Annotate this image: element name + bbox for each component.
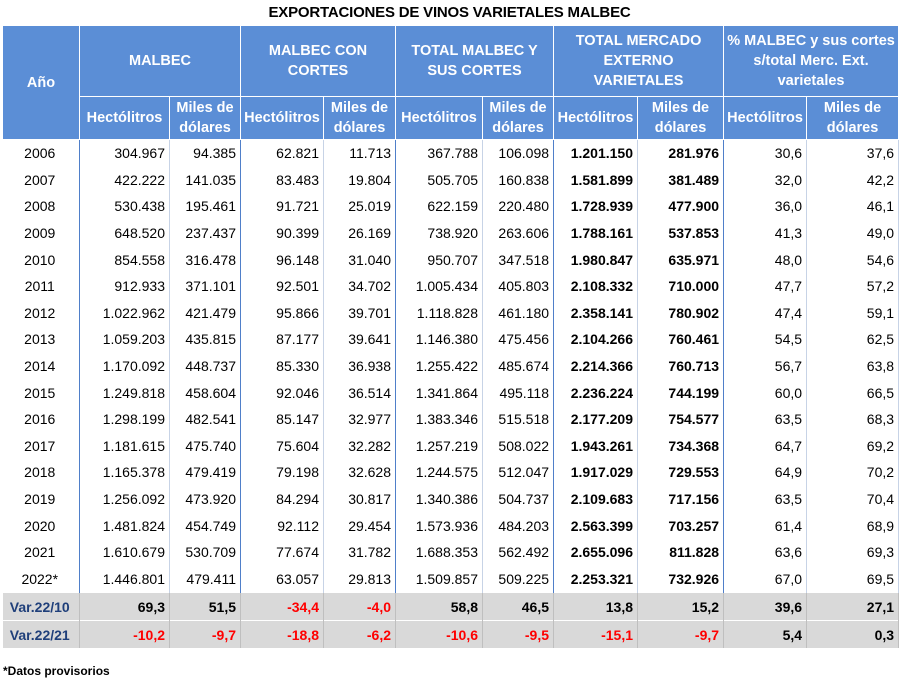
- value-cell: 754.577: [638, 406, 724, 433]
- value-cell: 92.112: [241, 512, 324, 539]
- subheader-miles-dolares: Miles de dólares: [807, 97, 899, 140]
- variation-row: [3, 593, 899, 621]
- value-cell: 85.147: [241, 406, 324, 433]
- value-cell: 30,6: [724, 140, 807, 167]
- value-cell: 31.040: [324, 246, 396, 273]
- value-cell: 1.255.422: [396, 353, 483, 380]
- year-cell: 2019: [3, 486, 80, 513]
- value-cell: 729.553: [638, 459, 724, 486]
- value-cell: 1.340.386: [396, 486, 483, 513]
- footnote: *Datos provisorios: [3, 664, 110, 678]
- variation-cell: 27,1: [807, 593, 899, 621]
- value-cell: 2.655.096: [554, 539, 638, 566]
- variation-cell: -10,6: [396, 621, 483, 649]
- value-cell: 477.900: [638, 193, 724, 220]
- value-cell: 79.198: [241, 459, 324, 486]
- value-cell: 1.249.818: [80, 379, 170, 406]
- variation-cell: 0,3: [807, 621, 899, 649]
- value-cell: 760.461: [638, 326, 724, 353]
- value-cell: 84.294: [241, 486, 324, 513]
- variation-cell: -10,2: [80, 621, 170, 649]
- value-cell: 2.177.209: [554, 406, 638, 433]
- value-cell: 37,6: [807, 140, 899, 167]
- value-cell: 54,5: [724, 326, 807, 353]
- value-cell: 448.737: [170, 353, 241, 380]
- year-header: Año: [3, 26, 80, 140]
- value-cell: 11.713: [324, 140, 396, 167]
- value-cell: 2.358.141: [554, 300, 638, 327]
- table-row: [3, 326, 899, 353]
- table-row: [3, 512, 899, 539]
- value-cell: 435.815: [170, 326, 241, 353]
- variation-cell: -4,0: [324, 593, 396, 621]
- value-cell: 94.385: [170, 140, 241, 167]
- value-cell: 304.967: [80, 140, 170, 167]
- table-row: [3, 193, 899, 220]
- table-title: EXPORTACIONES DE VINOS VARIETALES MALBEC: [268, 4, 631, 21]
- value-cell: 744.199: [638, 379, 724, 406]
- group-header-total-mercado: TOTAL MERCADO EXTERNO VARIETALES: [554, 26, 724, 97]
- value-cell: 2.109.683: [554, 486, 638, 513]
- value-cell: 854.558: [80, 246, 170, 273]
- value-cell: 484.203: [483, 512, 554, 539]
- variation-cell: 58,8: [396, 593, 483, 621]
- variation-label: Var.22/10: [3, 593, 80, 621]
- value-cell: 195.461: [170, 193, 241, 220]
- value-cell: 1.298.199: [80, 406, 170, 433]
- group-header-malbec-con-cortes: MALBEC CON CORTES: [241, 26, 396, 97]
- value-cell: 2.104.266: [554, 326, 638, 353]
- value-cell: 316.478: [170, 246, 241, 273]
- value-cell: 34.702: [324, 273, 396, 300]
- value-cell: 63.057: [241, 566, 324, 593]
- value-cell: 512.047: [483, 459, 554, 486]
- variation-label: Var.22/21: [3, 621, 80, 649]
- value-cell: 263.606: [483, 220, 554, 247]
- value-cell: 1.146.380: [396, 326, 483, 353]
- subheader-miles-dolares: Miles de dólares: [638, 97, 724, 140]
- table-row: [3, 379, 899, 406]
- value-cell: 458.604: [170, 379, 241, 406]
- value-cell: 1.170.092: [80, 353, 170, 380]
- value-cell: 2.563.399: [554, 512, 638, 539]
- value-cell: 950.707: [396, 246, 483, 273]
- value-cell: 68,9: [807, 512, 899, 539]
- value-cell: 19.804: [324, 167, 396, 194]
- value-cell: 1.573.936: [396, 512, 483, 539]
- group-header-malbec: MALBEC: [80, 26, 241, 97]
- value-cell: 479.411: [170, 566, 241, 593]
- value-cell: 562.492: [483, 539, 554, 566]
- value-cell: 508.022: [483, 433, 554, 460]
- value-cell: 485.674: [483, 353, 554, 380]
- value-cell: 62.821: [241, 140, 324, 167]
- value-cell: 59,1: [807, 300, 899, 327]
- value-cell: 495.118: [483, 379, 554, 406]
- year-cell: 2007: [3, 167, 80, 194]
- value-cell: 25.019: [324, 193, 396, 220]
- value-cell: 2.236.224: [554, 379, 638, 406]
- year-cell: 2006: [3, 140, 80, 167]
- value-cell: 371.101: [170, 273, 241, 300]
- year-cell: 2022*: [3, 566, 80, 593]
- year-cell: 2020: [3, 512, 80, 539]
- value-cell: 32.628: [324, 459, 396, 486]
- value-cell: 504.737: [483, 486, 554, 513]
- value-cell: 70,4: [807, 486, 899, 513]
- value-cell: 46,1: [807, 193, 899, 220]
- subheader-hectolitros: Hectólitros: [241, 97, 324, 140]
- table-row: [3, 167, 899, 194]
- value-cell: 62,5: [807, 326, 899, 353]
- table-row: [3, 459, 899, 486]
- value-cell: 54,6: [807, 246, 899, 273]
- year-cell: 2012: [3, 300, 80, 327]
- subheader-miles-dolares: Miles de dólares: [324, 97, 396, 140]
- table-row: [3, 246, 899, 273]
- value-cell: 703.257: [638, 512, 724, 539]
- group-header-percent: % MALBEC y sus cortes s/total Merc. Ext. varietales: [724, 26, 899, 97]
- value-cell: 26.169: [324, 220, 396, 247]
- value-cell: 92.046: [241, 379, 324, 406]
- value-cell: 461.180: [483, 300, 554, 327]
- value-cell: 1.788.161: [554, 220, 638, 247]
- group-header-total-malbec: TOTAL MALBEC Y SUS CORTES: [396, 26, 554, 97]
- value-cell: 1.201.150: [554, 140, 638, 167]
- value-cell: 1.165.378: [80, 459, 170, 486]
- value-cell: 717.156: [638, 486, 724, 513]
- value-cell: 85.330: [241, 353, 324, 380]
- table-row: [3, 566, 899, 593]
- value-cell: 734.368: [638, 433, 724, 460]
- variation-cell: 69,3: [80, 593, 170, 621]
- value-cell: 811.828: [638, 539, 724, 566]
- variation-cell: 15,2: [638, 593, 724, 621]
- value-cell: 29.813: [324, 566, 396, 593]
- table-row: [3, 433, 899, 460]
- value-cell: 1.022.962: [80, 300, 170, 327]
- value-cell: 75.604: [241, 433, 324, 460]
- value-cell: 47,7: [724, 273, 807, 300]
- value-cell: 1.581.899: [554, 167, 638, 194]
- year-cell: 2015: [3, 379, 80, 406]
- value-cell: 421.479: [170, 300, 241, 327]
- value-cell: 381.489: [638, 167, 724, 194]
- value-cell: 2.214.366: [554, 353, 638, 380]
- year-cell: 2014: [3, 353, 80, 380]
- value-cell: 1.610.679: [80, 539, 170, 566]
- subheader-hectolitros: Hectólitros: [554, 97, 638, 140]
- value-cell: 1.509.857: [396, 566, 483, 593]
- value-cell: 537.853: [638, 220, 724, 247]
- malbec-exports-table: [2, 25, 899, 648]
- value-cell: 281.976: [638, 140, 724, 167]
- value-cell: 61,4: [724, 512, 807, 539]
- value-cell: 482.541: [170, 406, 241, 433]
- value-cell: 95.866: [241, 300, 324, 327]
- value-cell: 1.917.029: [554, 459, 638, 486]
- value-cell: 92.501: [241, 273, 324, 300]
- value-cell: 32,0: [724, 167, 807, 194]
- year-cell: 2018: [3, 459, 80, 486]
- value-cell: 1.980.847: [554, 246, 638, 273]
- value-cell: 505.705: [396, 167, 483, 194]
- value-cell: 31.782: [324, 539, 396, 566]
- value-cell: 49,0: [807, 220, 899, 247]
- value-cell: 57,2: [807, 273, 899, 300]
- year-cell: 2008: [3, 193, 80, 220]
- value-cell: 530.438: [80, 193, 170, 220]
- value-cell: 530.709: [170, 539, 241, 566]
- value-cell: 63,8: [807, 353, 899, 380]
- value-cell: 710.000: [638, 273, 724, 300]
- value-cell: 83.483: [241, 167, 324, 194]
- value-cell: 68,3: [807, 406, 899, 433]
- value-cell: 780.902: [638, 300, 724, 327]
- variation-cell: -15,1: [554, 621, 638, 649]
- value-cell: 39.701: [324, 300, 396, 327]
- value-cell: 1.728.939: [554, 193, 638, 220]
- value-cell: 1.118.828: [396, 300, 483, 327]
- value-cell: 36,0: [724, 193, 807, 220]
- value-cell: 1.244.575: [396, 459, 483, 486]
- value-cell: 90.399: [241, 220, 324, 247]
- variation-cell: -9,5: [483, 621, 554, 649]
- value-cell: 67,0: [724, 566, 807, 593]
- value-cell: 69,3: [807, 539, 899, 566]
- value-cell: 1.341.864: [396, 379, 483, 406]
- value-cell: 42,2: [807, 167, 899, 194]
- value-cell: 760.713: [638, 353, 724, 380]
- value-cell: 66,5: [807, 379, 899, 406]
- variation-row: [3, 621, 899, 649]
- value-cell: 515.518: [483, 406, 554, 433]
- year-cell: 2021: [3, 539, 80, 566]
- subheader-miles-dolares: Miles de dólares: [170, 97, 241, 140]
- value-cell: 106.098: [483, 140, 554, 167]
- table-row: [3, 300, 899, 327]
- variation-cell: 13,8: [554, 593, 638, 621]
- value-cell: 63,5: [724, 486, 807, 513]
- value-cell: 47,4: [724, 300, 807, 327]
- value-cell: 69,2: [807, 433, 899, 460]
- table-row: [3, 273, 899, 300]
- value-cell: 738.920: [396, 220, 483, 247]
- table-row: [3, 406, 899, 433]
- value-cell: 732.926: [638, 566, 724, 593]
- value-cell: 64,7: [724, 433, 807, 460]
- table-body: [3, 140, 899, 649]
- year-cell: 2010: [3, 246, 80, 273]
- table-row: [3, 353, 899, 380]
- value-cell: 1.481.824: [80, 512, 170, 539]
- year-cell: 2013: [3, 326, 80, 353]
- value-cell: 60,0: [724, 379, 807, 406]
- value-cell: 405.803: [483, 273, 554, 300]
- value-cell: 509.225: [483, 566, 554, 593]
- value-cell: 36.514: [324, 379, 396, 406]
- subheader-miles-dolares: Miles de dólares: [483, 97, 554, 140]
- value-cell: 36.938: [324, 353, 396, 380]
- value-cell: 1.059.203: [80, 326, 170, 353]
- value-cell: 69,5: [807, 566, 899, 593]
- variation-cell: -18,8: [241, 621, 324, 649]
- value-cell: 422.222: [80, 167, 170, 194]
- value-cell: 347.518: [483, 246, 554, 273]
- value-cell: 70,2: [807, 459, 899, 486]
- value-cell: 63,5: [724, 406, 807, 433]
- value-cell: 77.674: [241, 539, 324, 566]
- value-cell: 912.933: [80, 273, 170, 300]
- value-cell: 87.177: [241, 326, 324, 353]
- value-cell: 1.256.092: [80, 486, 170, 513]
- value-cell: 237.437: [170, 220, 241, 247]
- year-cell: 2009: [3, 220, 80, 247]
- variation-cell: 5,4: [724, 621, 807, 649]
- value-cell: 96.148: [241, 246, 324, 273]
- value-cell: 32.282: [324, 433, 396, 460]
- variation-cell: 39,6: [724, 593, 807, 621]
- value-cell: 29.454: [324, 512, 396, 539]
- value-cell: 473.920: [170, 486, 241, 513]
- value-cell: 32.977: [324, 406, 396, 433]
- value-cell: 1.688.353: [396, 539, 483, 566]
- value-cell: 56,7: [724, 353, 807, 380]
- value-cell: 2.108.332: [554, 273, 638, 300]
- table-row: [3, 140, 899, 167]
- year-cell: 2017: [3, 433, 80, 460]
- variation-cell: -9,7: [170, 621, 241, 649]
- value-cell: 367.788: [396, 140, 483, 167]
- subheader-hectolitros: Hectólitros: [396, 97, 483, 140]
- subheader-hectolitros: Hectólitros: [80, 97, 170, 140]
- value-cell: 648.520: [80, 220, 170, 247]
- value-cell: 39.641: [324, 326, 396, 353]
- table-row: [3, 220, 899, 247]
- value-cell: 1.257.219: [396, 433, 483, 460]
- value-cell: 475.456: [483, 326, 554, 353]
- value-cell: 479.419: [170, 459, 241, 486]
- value-cell: 635.971: [638, 246, 724, 273]
- variation-cell: -34,4: [241, 593, 324, 621]
- value-cell: 160.838: [483, 167, 554, 194]
- variation-cell: -9,7: [638, 621, 724, 649]
- value-cell: 63,6: [724, 539, 807, 566]
- value-cell: 48,0: [724, 246, 807, 273]
- value-cell: 41,3: [724, 220, 807, 247]
- value-cell: 1.005.434: [396, 273, 483, 300]
- table-row: [3, 539, 899, 566]
- value-cell: 1.383.346: [396, 406, 483, 433]
- year-cell: 2011: [3, 273, 80, 300]
- value-cell: 475.740: [170, 433, 241, 460]
- value-cell: 1.181.615: [80, 433, 170, 460]
- value-cell: 454.749: [170, 512, 241, 539]
- value-cell: 622.159: [396, 193, 483, 220]
- value-cell: 1.446.801: [80, 566, 170, 593]
- value-cell: 30.817: [324, 486, 396, 513]
- value-cell: 220.480: [483, 193, 554, 220]
- subheader-hectolitros: Hectólitros: [724, 97, 807, 140]
- variation-cell: 46,5: [483, 593, 554, 621]
- value-cell: 141.035: [170, 167, 241, 194]
- value-cell: 2.253.321: [554, 566, 638, 593]
- value-cell: 64,9: [724, 459, 807, 486]
- table-row: [3, 486, 899, 513]
- variation-cell: -6,2: [324, 621, 396, 649]
- variation-cell: 51,5: [170, 593, 241, 621]
- value-cell: 1.943.261: [554, 433, 638, 460]
- year-cell: 2016: [3, 406, 80, 433]
- value-cell: 91.721: [241, 193, 324, 220]
